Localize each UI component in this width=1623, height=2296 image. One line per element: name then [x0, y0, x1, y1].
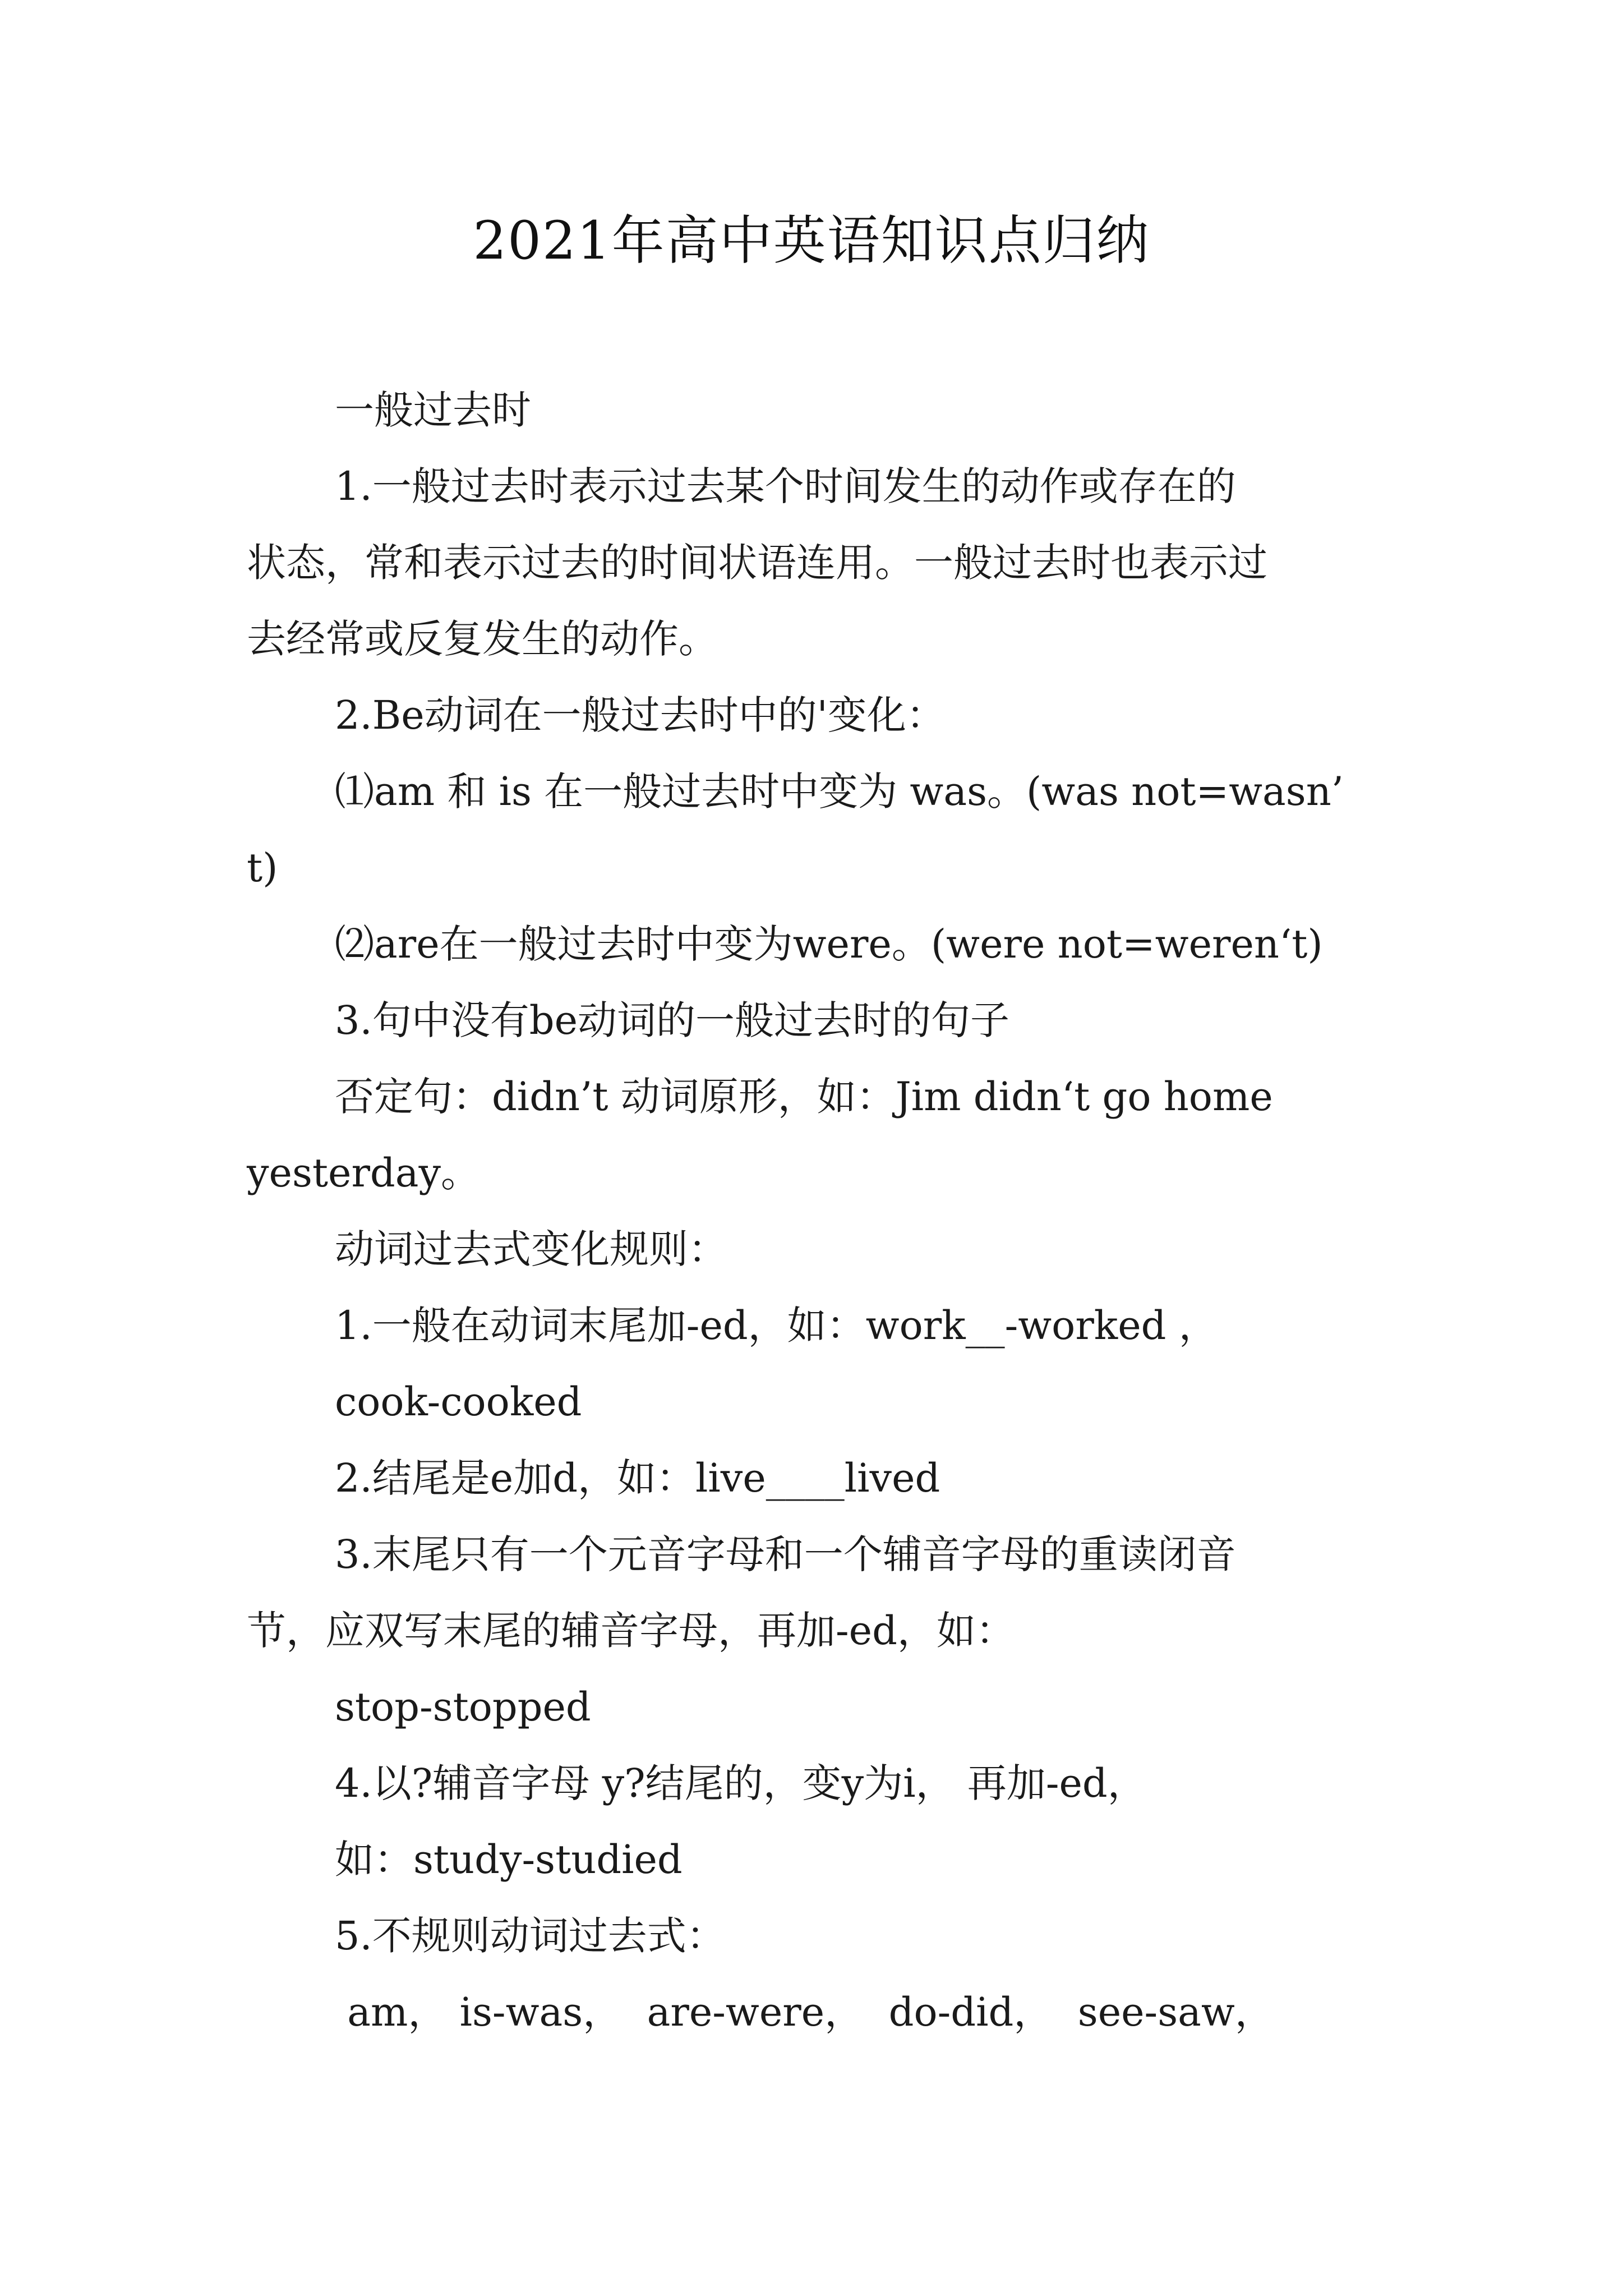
paragraph-line: ⑵are在一般过去时中变为were。(were not=weren‘t) — [335, 921, 1323, 967]
paragraph-line: 否定句：didn’t 动词原形，如：Jim didn‘t go home — [335, 1074, 1273, 1120]
paragraph-line: 5.不规则动词过去式： — [335, 1913, 726, 1959]
section-heading: 一般过去时 — [335, 387, 531, 433]
paragraph-line: 3.句中没有be动词的一般过去时的句子 — [335, 997, 1010, 1043]
paragraph-line: 1.一般在动词末尾加-ed，如：work__-worked ， — [335, 1303, 1218, 1349]
paragraph-line: 去经常或反复发生的动作。 — [247, 616, 718, 662]
paragraph-line: cook-cooked — [335, 1379, 582, 1425]
paragraph-line: 动词过去式变化规则： — [335, 1226, 727, 1272]
paragraph-line: 3.末尾只有一个元音字母和一个辅音字母的重读闭音 — [335, 1531, 1236, 1577]
paragraph-line: 2.结尾是e加d，如：live____lived — [335, 1455, 940, 1501]
paragraph-line: stop-stopped — [335, 1684, 591, 1730]
paragraph-line: ⑴am 和 is 在一般过去时中变为 was。(was not=wasn’ — [335, 769, 1344, 815]
paragraph-line: 节，应双写末尾的辅音字母，再加-ed，如： — [247, 1608, 1015, 1654]
document-title: 2021年高中英语知识点归纳 — [473, 210, 1150, 272]
paragraph-line: 如：study-studied — [335, 1837, 683, 1883]
paragraph-line: am， is-was， are-were， do-did， see-saw， — [335, 1989, 1274, 2035]
paragraph-line: t) — [247, 845, 278, 891]
paragraph-line: 4.以?辅音字母 y?结尾的，变y为i， 再加-ed， — [335, 1760, 1147, 1806]
paragraph-line: 状态，常和表示过去的时间状语连用。一般过去时也表示过 — [247, 540, 1267, 586]
paragraph-line: 1.一般过去时表示过去某个时间发生的动作或存在的 — [335, 463, 1236, 509]
paragraph-line: 2.Be动词在一般过去时中的'变化： — [335, 692, 946, 738]
paragraph-line: yesterday。 — [247, 1150, 481, 1196]
